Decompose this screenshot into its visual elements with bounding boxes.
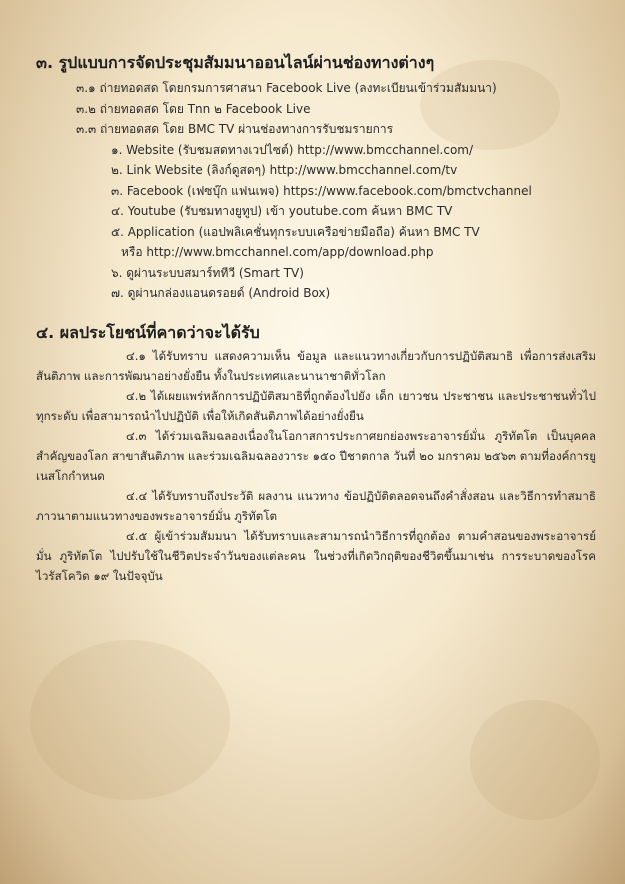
section-3-heading: ๓. รูปแบบการจัดประชุมสัมมนาออนไลน์ผ่านช่องทางต่างๆ bbox=[36, 53, 435, 72]
paragraph bbox=[36, 486, 596, 526]
paper-stain bbox=[30, 640, 230, 800]
list-item: ๓.๒ ถ่ายทอดสด โดย Tnn ๒ Facebook Live bbox=[76, 101, 311, 116]
sub-list-item: ๑. Website (รับชมสดทางเวปไซต์) http://www.bmcchannel.com/ bbox=[111, 142, 474, 157]
list-item: ๓.๑ ถ่ายทอดสด โดยกรมการศาสนา Facebook Live (ลงทะเบียนเข้าร่วมสัมมนา) bbox=[76, 81, 497, 95]
paragraph-text: ๔.๕ ผู้เข้าร่วมสัมมนา ได้รับทราบและสามารถนำวิธีการที่ถูกต้อง ตามคำสอนของพระอาจารย์มั่น ภูริทัตโต ไปปรับใช้ในชีวิตประจำวันของแต่ละคน ในช่วงที่เกิดวิกฤติของชีวิตขึ้นมาเช่น การระบาดของโรคไวรัสโควิด ๑๙ ในปัจจุบัน bbox=[36, 528, 596, 583]
paragraph-text: ๔.๑ ได้รับทราบ แสดงความเห็น ข้อมูล และแนวทางเกี่ยวกับการปฏิบัติสมาธิ เพื่อการส่งเสริมสันติภาพ และการพัฒนาอย่างยั่งยืน ทั้งในประเทศและนานาชาติทั่วโลก bbox=[36, 348, 596, 383]
sub-list-item-continuation: หรือ http://www.bmcchannel.com/app/download.php bbox=[121, 245, 434, 259]
paragraph-text: ๔.๓ ได้ร่วมเฉลิมฉลองเนื่องในโอกาสการประกาศยกย่องพระอาจารย์มั่น ภูริทัตโต เป็นบุคคลสำคัญของโลก สาขาสันติภาพ และร่วมเฉลิมฉลองวาระ ๑๕๐ ปีชาตกาล วันที่ ๒๐ มกราคม ๒๕๖๓ ตามที่องค์การยูเนสโกกำหนด bbox=[36, 428, 596, 483]
sub-list-item: ๔. Youtube (รับชมทางยูทูป) เข้า youtube.com ค้นหา BMC TV bbox=[111, 204, 453, 218]
paper-stain bbox=[470, 700, 600, 820]
paragraph-text: ๔.๔ ได้รับทราบถึงประวัติ ผลงาน แนวทาง ข้อปฏิบัติตลอดจนถึงคำสั่งสอน และวิธีการทำสมาธิภาวนาตามแนวทางของพระอาจารย์มั่น ภูริทัตโต bbox=[36, 488, 596, 523]
paragraph bbox=[36, 426, 596, 486]
list-item: ๓.๓ ถ่ายทอดสด โดย BMC TV ผ่านช่องทางการรับชมรายการ bbox=[76, 122, 394, 136]
section-3-list bbox=[36, 78, 596, 304]
sub-list-item: ๗. ดูผ่านกล่องแอนดรอยด์ (Android Box) bbox=[111, 286, 331, 300]
paragraph-text: ๔.๒ ได้เผยแพร่หลักการปฏิบัติสมาธิที่ถูกต้องไปยัง เด็ก เยาวชน ประชาชน และประชาชนทั่วไป ทุกระดับ เพื่อสามารถนำไปปฏิบัติ เพื่อให้เกิดสันติภาพได้อย่างยั่งยืน bbox=[36, 388, 596, 423]
paragraph bbox=[36, 386, 596, 426]
paragraph bbox=[36, 526, 596, 586]
sub-list-item: ๓. Facebook (เฟซบุ๊ก แฟนเพจ) https://www.facebook.com/bmctvchannel bbox=[111, 183, 532, 198]
section-4-paragraphs bbox=[36, 346, 596, 586]
sub-list-item: ๖. ดูผ่านระบบสมาร์ททีวี (Smart TV) bbox=[111, 265, 304, 280]
sub-list-item: ๕. Application (แอปพลิเคชั่นทุกระบบเครือข่ายมือถือ) ค้นหา BMC TV bbox=[111, 224, 480, 239]
section-4-heading: ๔. ผลประโยชน์ที่คาดว่าจะได้รับ bbox=[36, 322, 260, 342]
document-body bbox=[36, 52, 596, 586]
sub-list-item: ๒. Link Website (ลิงก์ดูสดๆ) http://www.bmcchannel.com/tv bbox=[111, 163, 458, 177]
paragraph bbox=[36, 346, 596, 386]
